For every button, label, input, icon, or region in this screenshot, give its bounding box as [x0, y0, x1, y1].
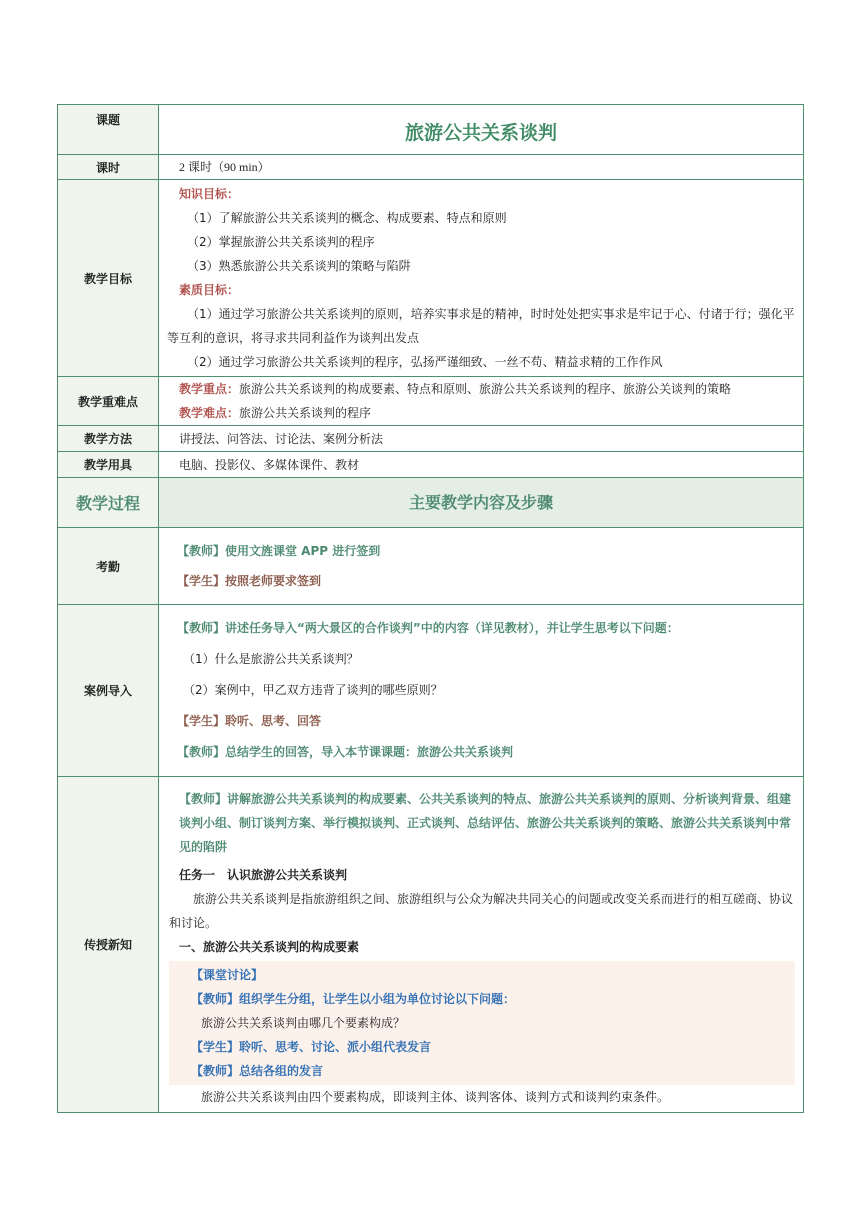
hard-text: 旅游公共关系谈判的程序 — [239, 406, 372, 420]
row-methods — [58, 426, 804, 452]
row-goals — [58, 180, 804, 377]
value-tools: 电脑、投影仪、多媒体课件、教材 — [159, 452, 804, 478]
cell-new — [159, 777, 804, 1113]
section-heading: 一、旅游公共关系谈判的构成要素 — [179, 940, 360, 954]
knowledge-item: （1）了解旅游公共关系谈判的概念、构成要素、特点和原则 — [187, 211, 507, 225]
quality-item: （1）通过学习旅游公共关系谈判的原则，培养实事求是的精神，时时处处把实事求是牢记于心、付诸于行；强化平等互利的意识，将寻求共同利益作为谈判出发点 — [167, 307, 795, 345]
new-answer: 旅游公共关系谈判由四个要素构成，即谈判主体、谈判客体、谈判方式和谈判约束条件。 — [201, 1090, 670, 1104]
label-methods: 教学方法 — [58, 426, 159, 452]
key-text: 旅游公共关系谈判的构成要素、特点和原则、旅游公共关系谈判的程序、旅游公关谈判的策略 — [239, 382, 732, 396]
label-topic: 课题 — [58, 105, 159, 155]
row-attendance — [58, 528, 804, 605]
case-teacher-intro: 【教师】讲述任务导入“两大景区的合作谈判”中的内容（详见教材），并让学生思考以下问题： — [177, 621, 679, 635]
value-methods: 讲授法、问答法、讨论法、案例分析法 — [159, 426, 804, 452]
lesson-plan-table — [57, 104, 804, 1113]
discussion-student: 【学生】聆听、思考、讨论、派小组代表发言 — [191, 1040, 432, 1054]
cell-keypoints — [159, 377, 804, 426]
case-question: （2）案例中，甲乙双方违背了谈判的哪些原则？ — [183, 683, 443, 697]
knowledge-item: （2）掌握旅游公共关系谈判的程序 — [187, 235, 375, 249]
row-topic — [58, 105, 804, 155]
process-heading: 主要教学内容及步骤 — [408, 492, 553, 512]
label-attendance: 考勤 — [58, 528, 159, 605]
discussion-box — [169, 961, 795, 1085]
label-hours: 课时 — [58, 155, 159, 180]
row-new-knowledge — [58, 777, 804, 1113]
hard-label: 教学难点： — [179, 406, 240, 420]
attendance-student: 【学生】按照老师要求签到 — [177, 574, 322, 588]
label-keypoints: 教学重难点 — [58, 377, 159, 426]
page-title: 旅游公共关系谈判 — [404, 121, 557, 144]
row-case — [58, 605, 804, 777]
label-process: 教学过程 — [58, 478, 159, 528]
discussion-teacher: 【教师】组织学生分组，让学生以小组为单位讨论以下问题： — [191, 992, 516, 1006]
case-teacher-summary: 【教师】总结学生的回答，导入本节课课题：旅游公共关系谈判 — [177, 745, 514, 759]
knowledge-item: （3）熟悉旅游公共关系谈判的策略与陷阱 — [187, 259, 411, 273]
key-label: 教学重点： — [179, 382, 240, 396]
cell-attendance — [159, 528, 804, 605]
attendance-teacher: 【教师】使用文旌课堂 APP 进行签到 — [177, 544, 381, 558]
case-student: 【学生】聆听、思考、回答 — [177, 714, 322, 728]
task-heading: 任务一 认识旅游公共关系谈判 — [179, 868, 348, 882]
quality-heading: 素质目标： — [179, 283, 240, 297]
value-hours: 2 课时（90 min） — [159, 155, 804, 180]
label-tools: 教学用具 — [58, 452, 159, 478]
discussion-title: 【课堂讨论】 — [191, 968, 264, 982]
new-teacher-intro: 【教师】讲解旅游公共关系谈判的构成要素、公共关系谈判的特点、旅游公共关系谈判的原则、分析谈判背景、组建谈判小组、制订谈判方案、举行模拟谈判、正式谈判、总结评估、旅游公共关系谈判的策略、旅游公共关系谈判中常见的陷阱 — [179, 792, 792, 854]
row-hours — [58, 155, 804, 180]
discussion-question: 旅游公共关系谈判由哪几个要素构成？ — [201, 1016, 406, 1030]
row-keypoints — [58, 377, 804, 426]
knowledge-heading: 知识目标： — [179, 187, 240, 201]
label-goals: 教学目标 — [58, 180, 159, 377]
cell-process — [159, 478, 804, 528]
row-tools — [58, 452, 804, 478]
row-process — [58, 478, 804, 528]
new-definition: 旅游公共关系谈判是指旅游组织之间、旅游组织与公众为解决共同关心的问题或改变关系而进行的相互磋商、协议和讨论。 — [169, 892, 794, 930]
case-question: （1）什么是旅游公共关系谈判？ — [183, 652, 359, 666]
quality-item: （2）通过学习旅游公共关系谈判的程序，弘扬严谨细致、一丝不苟、精益求精的工作作风 — [187, 355, 663, 369]
cell-goals — [159, 180, 804, 377]
cell-case — [159, 605, 804, 777]
discussion-summary: 【教师】总结各组的发言 — [191, 1064, 324, 1078]
label-new: 传授新知 — [58, 777, 159, 1113]
cell-topic — [159, 105, 804, 155]
label-case: 案例导入 — [58, 605, 159, 777]
